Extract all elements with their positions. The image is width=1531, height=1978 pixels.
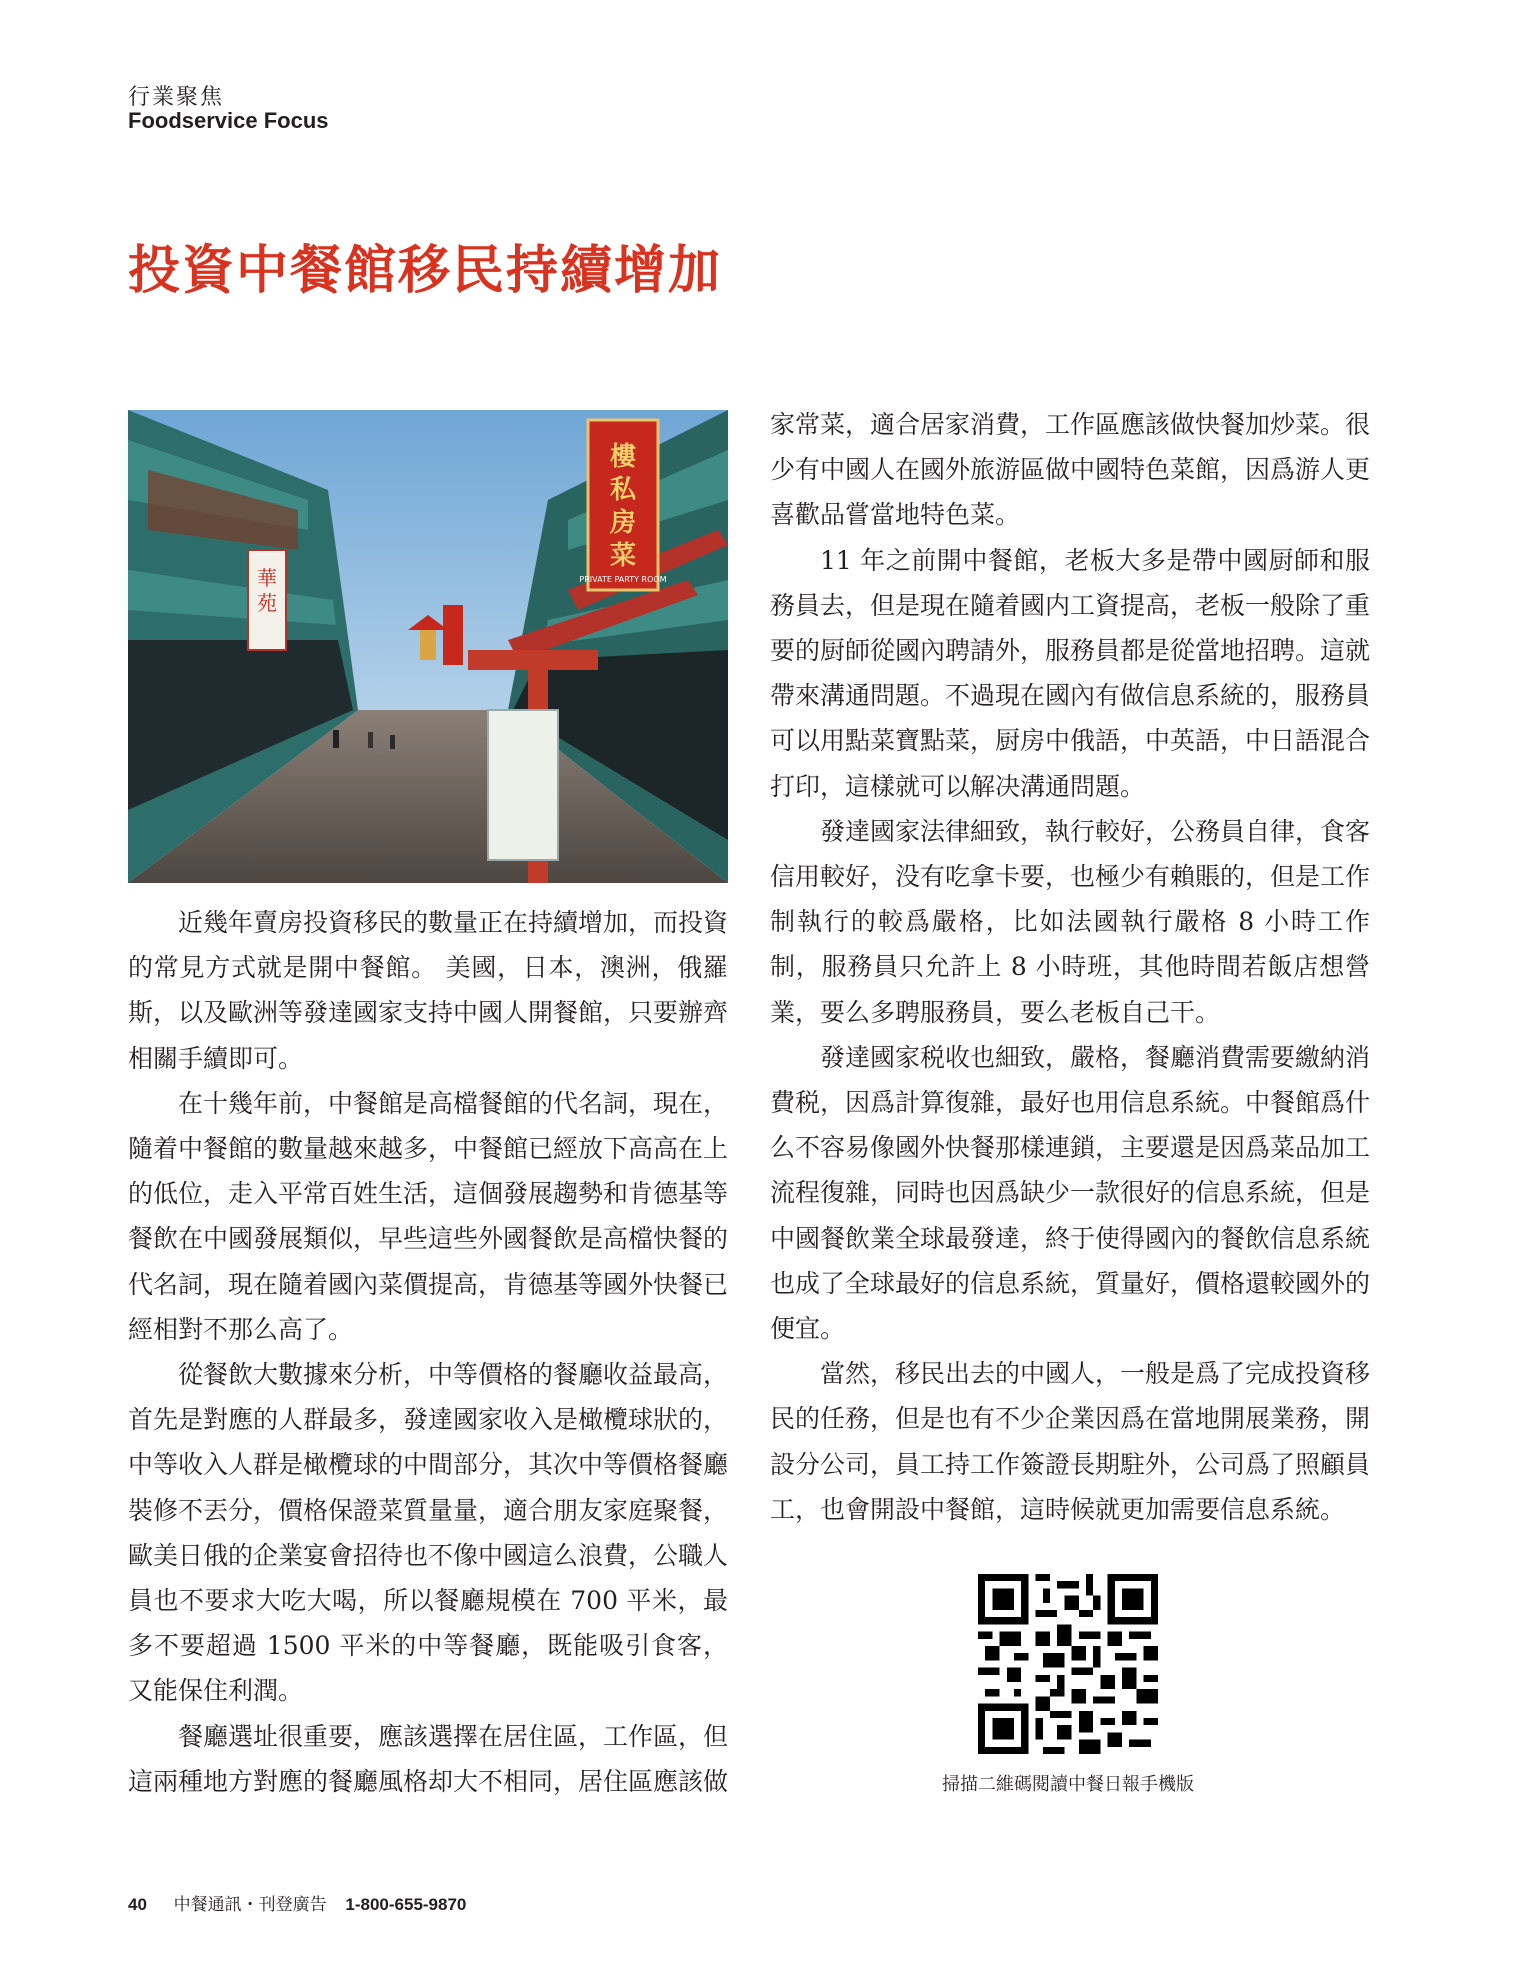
sign-char-2: 私 <box>609 475 637 505</box>
article-column-right <box>770 402 1370 1532</box>
sign-char-4: 菜 <box>609 541 637 571</box>
article-title: 投資中餐館移民持續增加 <box>128 240 723 301</box>
page-number: 40 <box>128 1895 147 1914</box>
article-paragraph: 發達國家税收也細致，嚴格，餐廳消費需要繳納消費税，因爲計算復雜，最好也用信息系統。中餐館爲什么不容易像國外快餐那樣連鎖，主要還是因爲菜品加工流程復雜，同時也因爲缺少一款很好的信息系統，但是中國餐飲業全球最發達，終于使得國內的餐飲信息系統也成了全球最好的信息系統，質量好，價格還較國外的便宜。 <box>770 1042 1371 1344</box>
publication-name: 中餐通訊・刊登廣告 <box>173 1895 327 1914</box>
article-paragraph: 當然，移民出去的中國人，一般是爲了完成投資移民的任務，但是也有不少企業因爲在當地開展業務，開設分公司，員工持工作簽證長期駐外，公司爲了照顧員工，也會開設中餐館，這時候就更加需要信息系統。 <box>770 1359 1371 1524</box>
article-paragraph: 從餐飲大數據來分析，中等價格的餐廳收益最高，首先是對應的人群最多，發達國家收入是橄欖球狀的，中等收入人群是橄欖球的中間部分，其次中等價格餐廳裝修不丟分，價格保證菜質量量，適合朋友家庭聚餐，歐美日俄的企業宴會招待也不像中國這么浪費，公職人員也不要求大吃大喝，所以餐廳規模在 700 平米，最多不要超過 1500 平米的中等餐廳，既能吸引食客，又能保住利潤。 <box>128 1360 729 1706</box>
article-paragraph: 11 年之前開中餐館，老板大多是帶中國厨師和服務員去，但是現在隨着國内工資提高，老板一般除了重要的厨師從國內聘請外，服務員都是從當地招聘。這就帶來溝通問題。不過現在國內有做信息系統的，服務員可以用點菜寶點菜，厨房中俄語，中英語，中日語混合打印，這樣就可以解决溝通問題。 <box>770 545 1371 801</box>
sign-en: PRIVATE PARTY ROOM <box>579 575 667 584</box>
article-column-left <box>128 900 728 1804</box>
qr-caption: 掃描二維碼閱讀中餐日報手機版 <box>942 1774 1194 1795</box>
left-sign-char-1: 華 <box>257 566 277 590</box>
chinatown-photo <box>128 410 728 883</box>
article-paragraph-continued: 家常菜，適合居家消費，工作區應該做快餐加炒菜。很少有中國人在國外旅游區做中國特色菜館，因爲游人更喜歡品嘗當地特色菜。 <box>770 410 1371 530</box>
article-paragraph: 在十幾年前，中餐館是高檔餐館的代名詞，現在，隨着中餐館的數量越來越多，中餐館已經放下高高在上的低位，走入平常百姓生活，這個發展趨勢和肯德基等餐飲在中國發展類似，早些這些外國餐飲是高檔快餐的代名詞，現在隨着國內菜價提高，肯德基等國外快餐已經相對不那么高了。 <box>128 1088 729 1344</box>
article-paragraph: 近幾年賣房投資移民的數量正在持續增加，而投資的常見方式就是開中餐館。 美國，日本，澳洲，俄羅斯，以及歐洲等發達國家支持中國人開餐館，只要辦齊相關手續即可。 <box>128 908 729 1073</box>
qr-code[interactable] <box>978 1574 1158 1754</box>
article-paragraph: 餐廳選址很重要，應該選擇在居住區，工作區，但這兩種地方對應的餐廳風格却大不相同，居住區應該做 <box>128 1721 729 1796</box>
sign-char-1: 樓 <box>609 442 637 472</box>
page-footer <box>128 1890 466 1915</box>
section-label-en: Foodservice Focus <box>128 108 329 133</box>
qr-code-icon <box>978 1574 1158 1754</box>
ad-phone: 1-800-655-9870 <box>345 1895 467 1914</box>
section-label-cn: 行業聚焦 <box>128 85 225 110</box>
sign-char-3: 房 <box>609 508 637 538</box>
left-sign-char-2: 苑 <box>257 591 277 615</box>
article-paragraph: 發達國家法律細致，執行較好，公務員自律，食客信用較好，没有吃拿卡要，也極少有賴賬的，但是工作制執行的較爲嚴格，比如法國執行嚴格 8 小時工作制，服務員只允許上 8 小時班，其他時間若飯店想營業，要么多聘服務員，要么老板自己干。 <box>770 816 1371 1027</box>
